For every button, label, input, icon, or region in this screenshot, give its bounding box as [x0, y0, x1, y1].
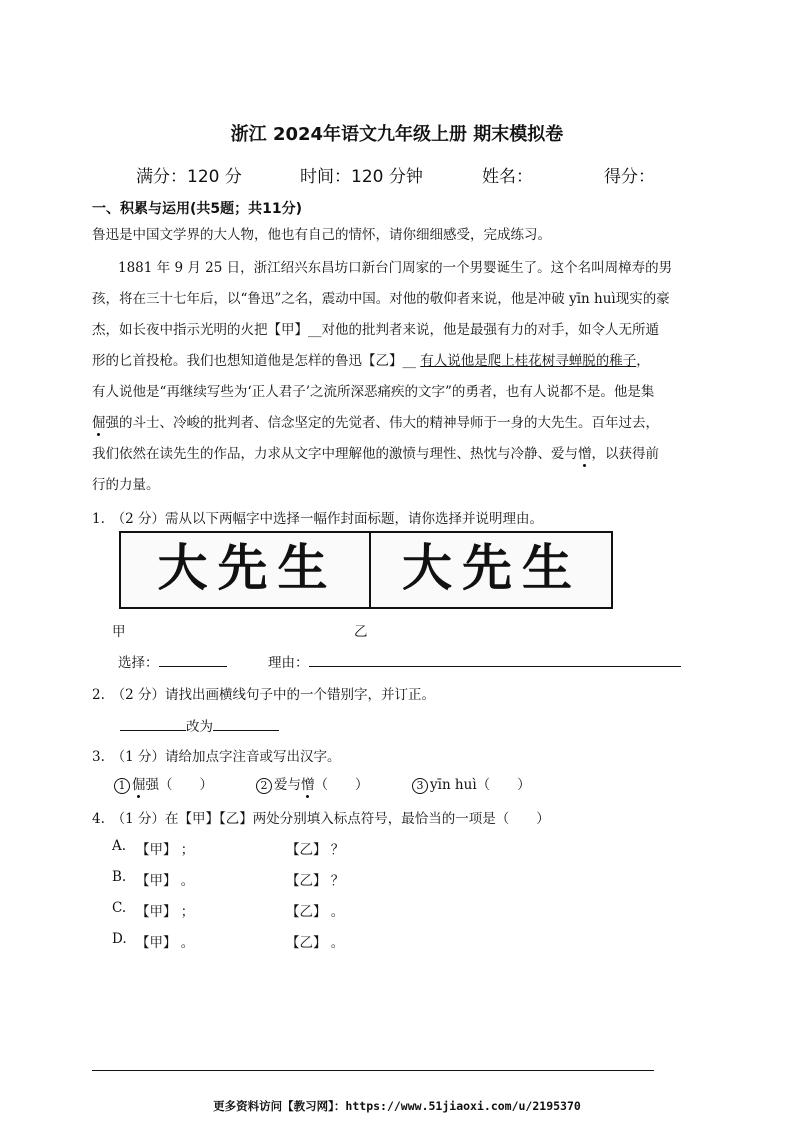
exam-time: 时间：120 分钟 [300, 167, 423, 187]
full-score: 满分：120 分 [136, 167, 242, 187]
circled-number: 2 [256, 778, 272, 794]
wrong-character-blank[interactable] [120, 716, 186, 731]
score-field-label: 得分： [604, 167, 655, 187]
passage-line: 孩，将在三十七年后，以“鲁迅”之名，震动中国。对他的敬仰者来说，他是冲破 yīn huì现实的豪 [92, 291, 670, 307]
option-label: D. [112, 931, 127, 947]
calligraphy-text-a: 大先生 [157, 538, 338, 597]
choice-label: 选择： [118, 655, 159, 671]
passage-text: ，以获得前 [591, 446, 659, 462]
dotted-character: 倔 [92, 415, 106, 431]
choice-row [118, 651, 227, 671]
q3-text: yīn huì（ ） [430, 777, 531, 793]
circled-number: 3 [412, 778, 428, 794]
calligraphy-text-b: 大先生 [402, 539, 582, 597]
footer-link[interactable]: 更多资料访问【教习网】：https://www.51jiaoxi.com/u/2195370 [213, 1099, 581, 1113]
passage-text: 我们依然在读先生的作品，力求从文字中理解他的激愤与理性、热忱与冷静、爱与 [92, 446, 578, 462]
question-4-stem: 4. （1 分）在【甲】【乙】两处分别填入标点符号，最恰当的一项是（ ） [92, 811, 550, 827]
question-1-stem: 1. （2 分）需从以下两幅字中选择一幅作封面标题，请你选择并说明理由。 [92, 511, 544, 527]
option-yi: 【乙】 ？ [286, 873, 345, 889]
question-2-stem: 2. （2 分）请找出画横线句子中的一个错别字，并订正。 [92, 687, 436, 703]
reason-blank[interactable] [309, 652, 681, 667]
section-intro: 鲁迅是中国文学界的大人物，他也有自己的情怀，请你细细感受，完成练习。 [92, 227, 551, 243]
reason-label: 理由： [268, 655, 309, 671]
q3-item-1 [114, 773, 213, 794]
q3-item-2 [256, 773, 369, 794]
circled-number: 1 [114, 778, 130, 794]
dotted-character: 憎 [301, 777, 315, 793]
reason-row [268, 651, 681, 671]
correct-character-blank[interactable] [213, 716, 279, 731]
option-jia: 【甲】 。 [136, 935, 195, 951]
option-jia: 【甲】 。 [136, 873, 195, 889]
label-a: 甲 [112, 624, 126, 640]
section-heading: 一、积累与运用(共5题；共11分) [92, 201, 303, 217]
name-field-label: 姓名： [482, 167, 533, 187]
option-label: A. [112, 838, 127, 854]
option-jia: 【甲】 ； [136, 842, 195, 858]
q3-item-3 [412, 773, 531, 794]
passage-text: ， [636, 353, 650, 369]
underlined-sentence: 有人说他是爬上桂花树寻蝉脱的稚子 [420, 353, 637, 369]
option-yi: 【乙】 。 [286, 935, 345, 951]
passage-line [92, 442, 659, 462]
dotted-character: 憎 [578, 446, 592, 462]
option-jia: 【甲】 ； [136, 904, 195, 920]
dotted-character: 倔 [132, 777, 146, 793]
passage-line: 有人说他是“再继续写些为‘正人君子’之流所深恶痛疾的文字”的勇者，也有人说都不是。他是集 [92, 384, 655, 400]
page-title: 浙江 2024年语文九年级上册 期末模拟卷 [230, 124, 564, 145]
choice-blank[interactable] [159, 652, 227, 667]
passage-line: 行的力量。 [92, 477, 160, 493]
passage-text: 形的匕首投枪。我们也想知道他是怎样的鲁迅【乙】__ [92, 353, 421, 369]
q3-text: 爱与 [274, 777, 301, 793]
q3-text: 强（ ） [145, 777, 213, 793]
option-yi: 【乙】 。 [286, 904, 345, 920]
passage-line: 杰，如长夜中指示光明的火把【甲】__对他的批判者来说，他是最强有力的对手，如令人无所遁 [92, 322, 659, 338]
change-to-label: 改为 [186, 719, 213, 735]
option-yi: 【乙】 ？ [286, 842, 345, 858]
passage-line [92, 411, 659, 431]
correction-row [120, 715, 279, 735]
label-b: 乙 [354, 624, 368, 640]
question-3-stem: 3. （1 分）请给加点字注音或写出汉字。 [92, 749, 341, 765]
q3-text: （ ） [314, 777, 369, 793]
passage-line [92, 349, 650, 369]
passage-text: 强的斗士、冷峻的批判者、信念坚定的先觉者、伟大的精神导师于一身的大先生。百年过去， [105, 415, 659, 431]
option-label: C. [112, 900, 127, 916]
passage-line: 1881 年 9 月 25 日，浙江绍兴东昌坊口新台门周家的一个男婴诞生了。这个名叫周樟寿的男 [118, 260, 673, 276]
option-label: B. [112, 869, 127, 885]
footer-rule [92, 1070, 654, 1071]
